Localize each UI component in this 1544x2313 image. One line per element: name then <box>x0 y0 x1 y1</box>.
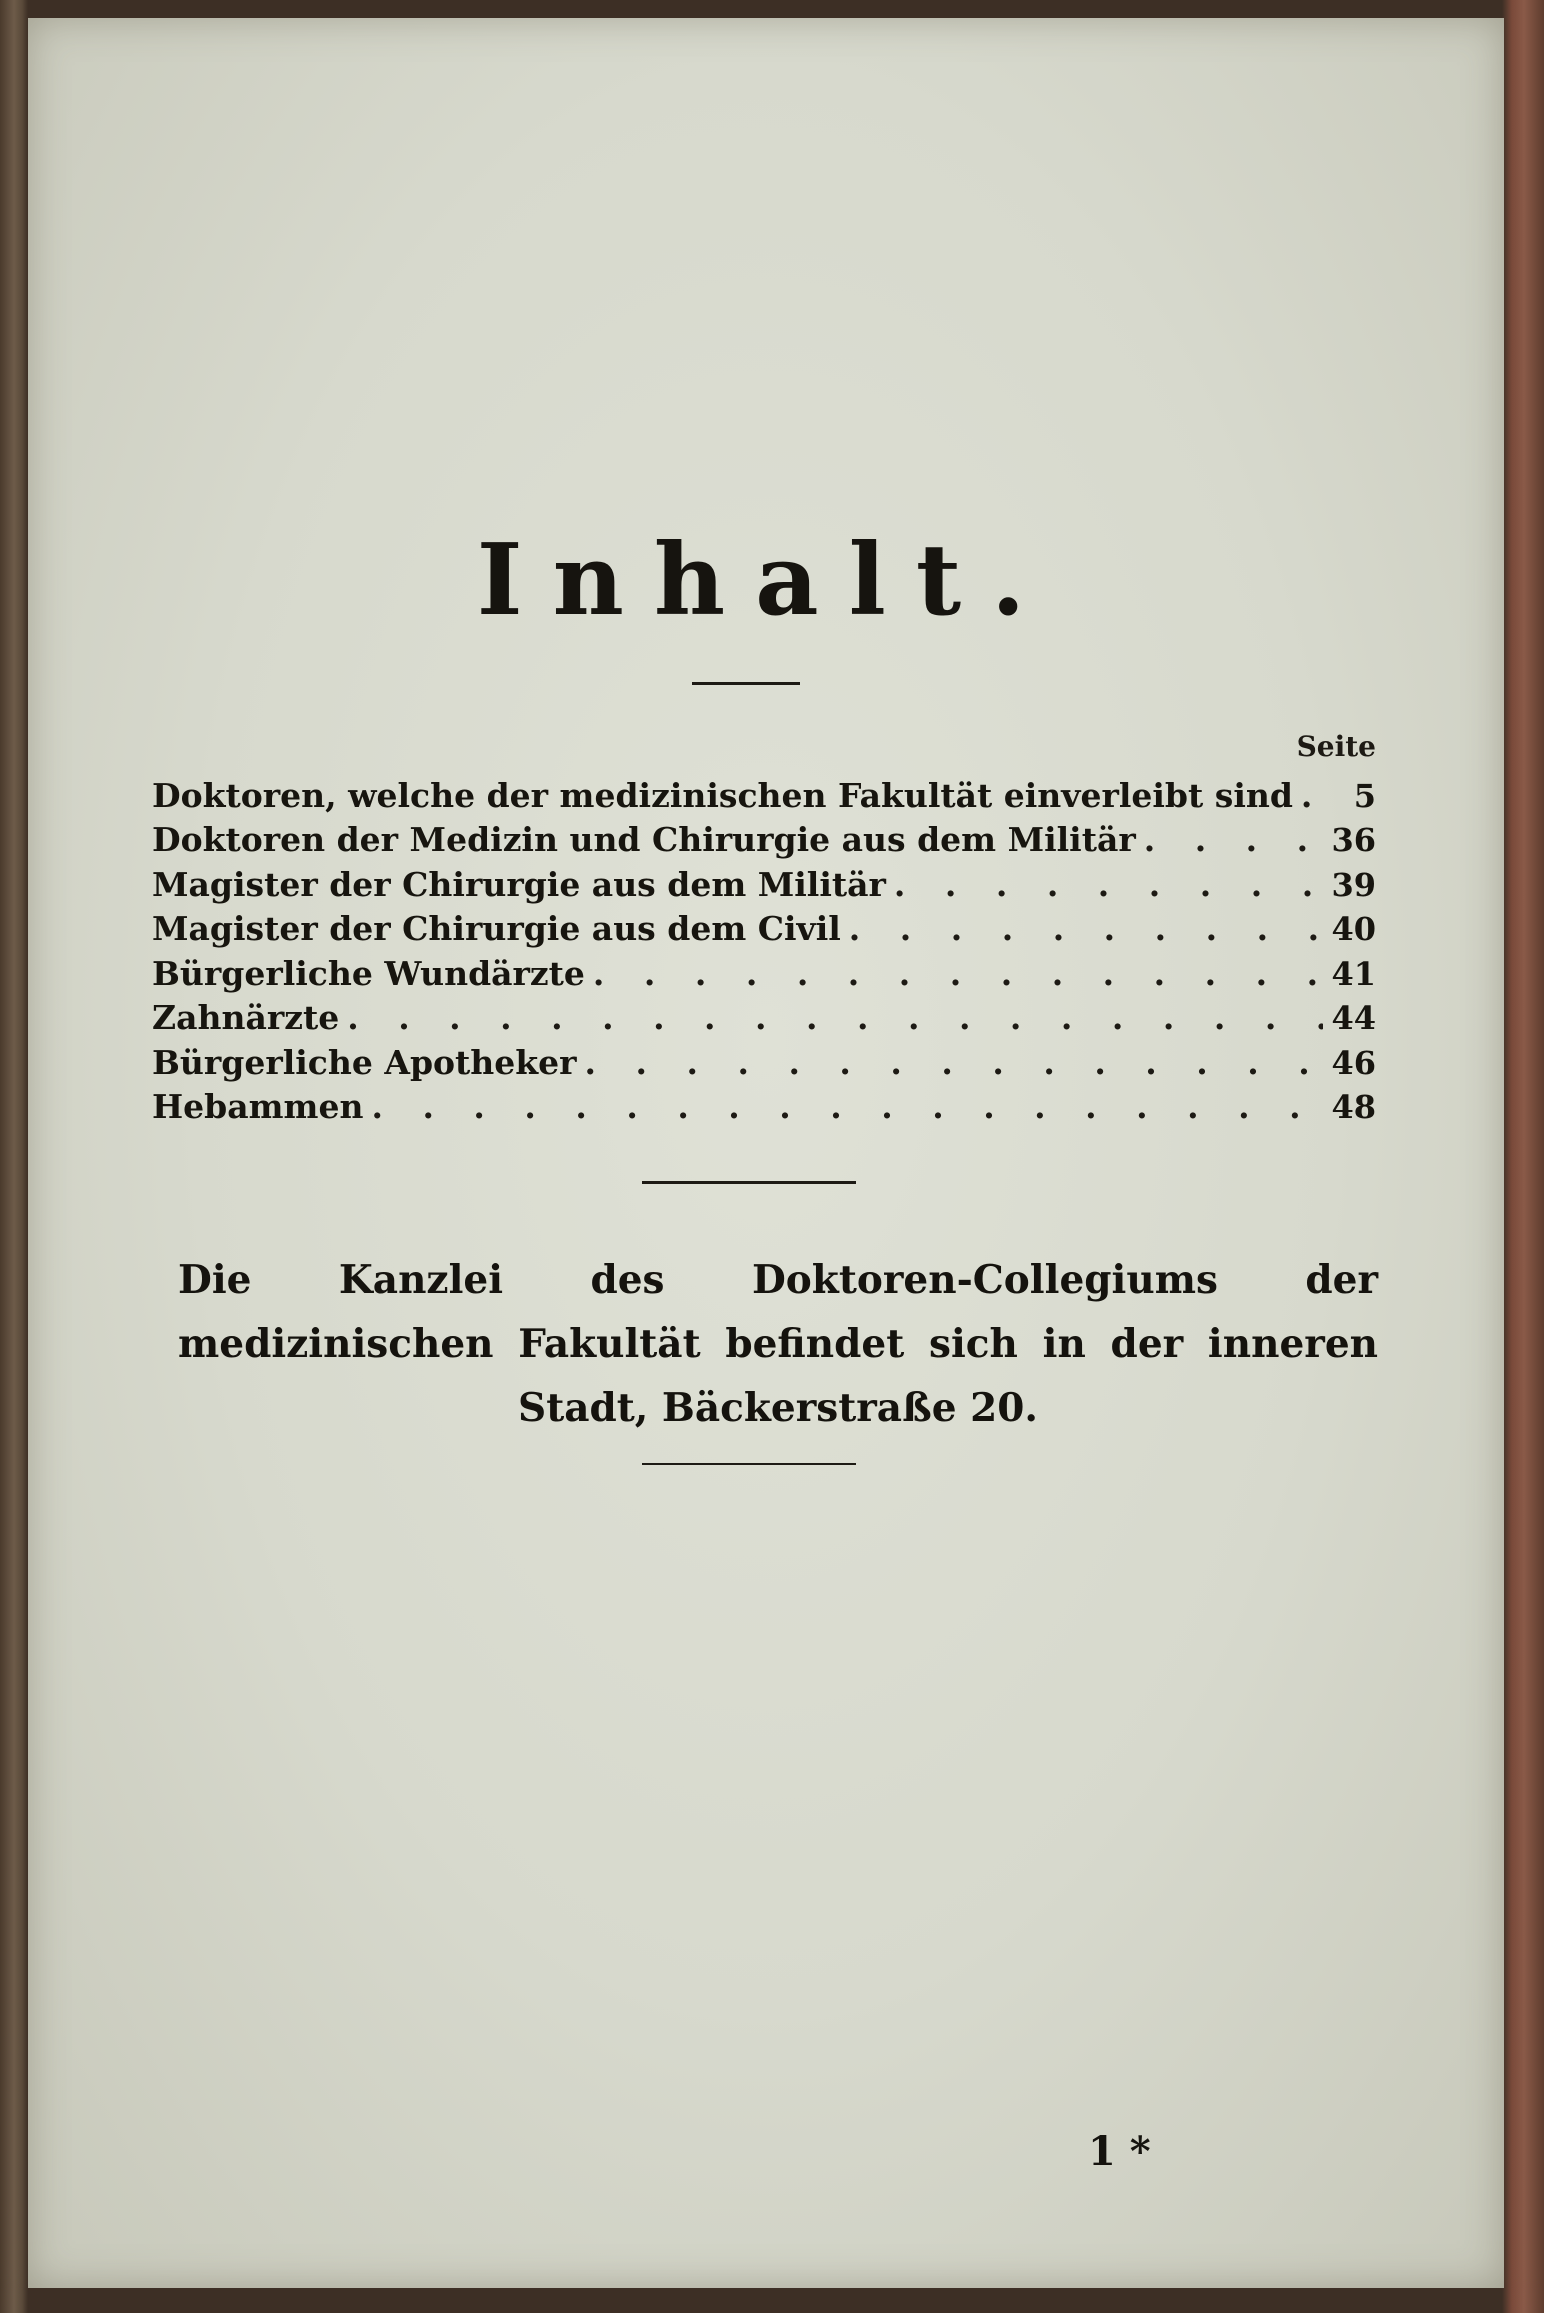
document-page <box>28 18 1504 2288</box>
toc-entry[interactable] <box>152 1082 1376 1127</box>
toc-entry[interactable] <box>152 1037 1376 1082</box>
toc-entry[interactable] <box>152 993 1376 1038</box>
toc-entry-label: Magister der Chirurgie aus dem Civil <box>152 909 841 948</box>
dot-leader <box>1144 820 1324 859</box>
table-of-contents <box>152 770 1376 1126</box>
dot-leader <box>585 1043 1324 1082</box>
dot-leader <box>371 1087 1323 1126</box>
toc-entry-page: 40 <box>1331 910 1376 948</box>
toc-entry-page: 41 <box>1331 954 1376 993</box>
toc-entry[interactable] <box>152 815 1376 860</box>
dot-leader <box>1301 776 1324 815</box>
toc-entry-label: Bürgerliche Apotheker <box>152 1042 577 1082</box>
toc-entry-label: Magister der Chirurgie aus dem Militär <box>152 864 886 904</box>
title-divider <box>692 682 800 685</box>
chancellery-notice: Die Kanzlei des Doktoren-Collegiums der medizinischen Fakultät befindet sich in der inneren Stadt, Bäckerstraße 20. <box>178 1257 1378 1431</box>
toc-entry-label: Zahnärzte <box>152 998 340 1037</box>
toc-entry[interactable] <box>152 770 1376 815</box>
toc-entry-page: 46 <box>1331 1043 1376 1082</box>
toc-entry-label: Bürgerliche Wundärzte <box>152 953 585 993</box>
toc-entry-page: 36 <box>1331 821 1376 859</box>
toc-entry-label: Doktoren, welche der medizinischen Fakultät einverleibt sind <box>152 775 1293 815</box>
dot-leader <box>347 998 1323 1037</box>
toc-entry-label: Doktoren der Medizin und Chirurgie aus dem Militär <box>152 820 1136 859</box>
toc-entry-page: 44 <box>1331 999 1376 1037</box>
page-number: 1 * <box>1088 2128 1151 2175</box>
column-header-seite: Seite <box>1296 730 1376 763</box>
section-divider <box>642 1181 856 1184</box>
toc-entry-label: Hebammen <box>152 1087 364 1126</box>
toc-entry-page: 39 <box>1331 865 1376 904</box>
dot-leader <box>894 865 1324 904</box>
page-title: Inhalt. <box>476 523 1056 638</box>
dot-leader <box>849 909 1324 948</box>
toc-entry[interactable] <box>152 859 1376 904</box>
toc-entry-page: 48 <box>1331 1088 1376 1126</box>
toc-entry[interactable] <box>152 948 1376 993</box>
section-divider <box>642 1463 856 1465</box>
toc-entry[interactable] <box>152 904 1376 949</box>
dot-leader <box>593 954 1324 993</box>
toc-entry-page: 5 <box>1353 776 1376 815</box>
